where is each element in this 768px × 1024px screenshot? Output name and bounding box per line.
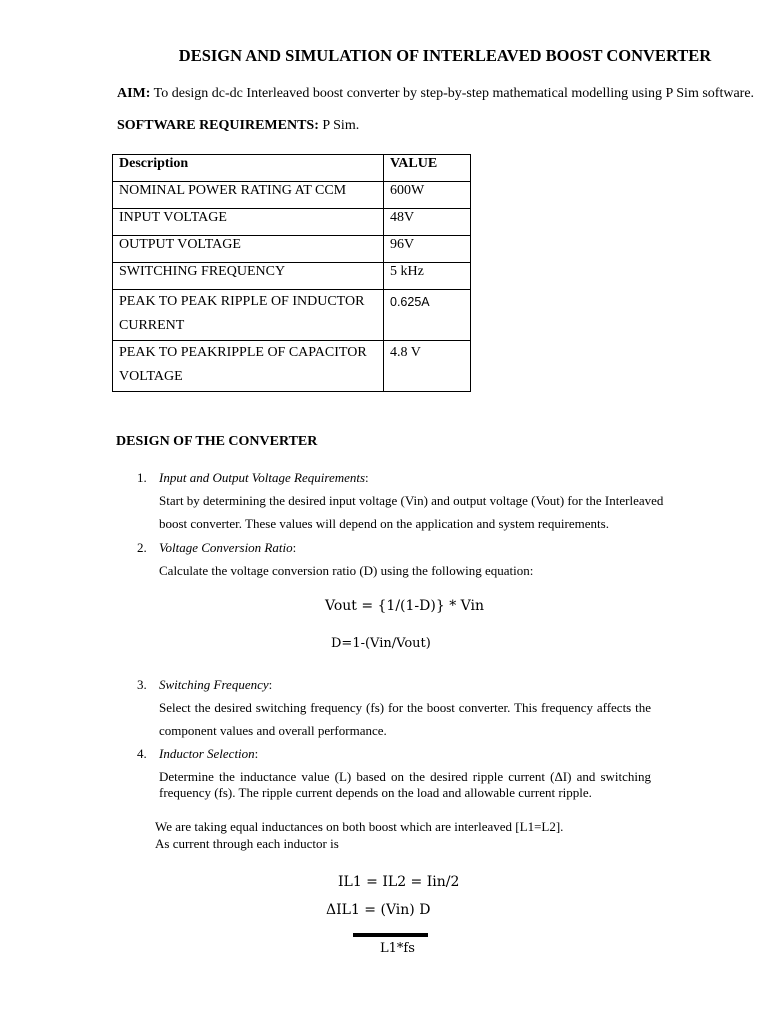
step-line: Start by determining the desired input voltage (Vin) and output voltage (Vout) for the Interleaved bbox=[159, 493, 664, 508]
table-row bbox=[113, 263, 471, 290]
row-value: 48V bbox=[384, 209, 471, 236]
header-value: VALUE bbox=[384, 155, 471, 182]
equation-duty: D=1-(Vin/Vout) bbox=[331, 636, 431, 651]
software-label: SOFTWARE REQUIREMENTS: bbox=[117, 118, 319, 133]
step-title bbox=[159, 470, 369, 486]
note-line: We are taking equal inductances on both boost which are interleaved [L1=L2]. bbox=[155, 819, 564, 834]
equation-denominator: L1*fs bbox=[380, 941, 415, 956]
step-title-suffix: : bbox=[254, 746, 259, 761]
row-value: 5 kHz bbox=[384, 263, 471, 290]
step-title-suffix: : bbox=[268, 677, 273, 692]
note-line: As current through each inductor is bbox=[155, 836, 339, 851]
aim-label: AIM: bbox=[117, 86, 151, 101]
row-description: OUTPUT VOLTAGE bbox=[113, 236, 384, 263]
row-value: 96V bbox=[384, 236, 471, 263]
table-row bbox=[113, 236, 471, 263]
table-row bbox=[113, 182, 471, 209]
step-line: Select the desired switching frequency (fs) for the boost converter. This frequency affects the bbox=[159, 700, 651, 715]
step-line: Calculate the voltage conversion ratio (D) using the following equation: bbox=[159, 563, 534, 578]
software-text: P Sim. bbox=[318, 118, 360, 133]
row-description: PEAK TO PEAK RIPPLE OF INDUCTOR CURRENT bbox=[113, 290, 384, 341]
table-row bbox=[113, 290, 471, 341]
aim-paragraph bbox=[117, 86, 754, 102]
fraction-bar bbox=[353, 933, 428, 937]
step-title bbox=[159, 746, 258, 762]
step-title bbox=[159, 677, 272, 693]
row-description: SWITCHING FREQUENCY bbox=[113, 263, 384, 290]
step-title-suffix: : bbox=[292, 540, 297, 555]
row-value: 600W bbox=[384, 182, 471, 209]
step-title bbox=[159, 540, 296, 556]
step-title-text: Switching Frequency bbox=[159, 677, 269, 692]
step-number: 1. bbox=[137, 470, 147, 485]
step-line: boost converter. These values will depend on the application and system requirements. bbox=[159, 516, 609, 531]
step-title-text: Voltage Conversion Ratio bbox=[159, 540, 293, 555]
header-description: Description bbox=[113, 155, 384, 182]
document-title: DESIGN AND SIMULATION OF INTERLEAVED BOOST CONVERTER bbox=[178, 46, 712, 65]
equation-delta-il: ΔIL1 = (Vin) D bbox=[326, 902, 431, 918]
aim-text: To design dc-dc Interleaved boost converter by step-by-step mathematical modelling using P Sim software. bbox=[150, 86, 755, 101]
table-row bbox=[113, 341, 471, 392]
software-requirements bbox=[117, 118, 359, 134]
step-number: 2. bbox=[137, 540, 147, 555]
row-value: 4.8 V bbox=[384, 341, 471, 392]
step-title-text: Input and Output Voltage Requirements bbox=[159, 470, 366, 485]
table-header-row bbox=[113, 155, 471, 182]
row-value: 0.625A bbox=[384, 290, 471, 341]
equation-vout: Vout = {1/(1-D)} * Vin bbox=[325, 598, 485, 614]
step-number: 3. bbox=[137, 677, 147, 692]
step-line: frequency (fs). The ripple current depends on the load and allowable current ripple. bbox=[159, 785, 592, 800]
design-heading: DESIGN OF THE CONVERTER bbox=[116, 434, 318, 449]
table-row bbox=[113, 209, 471, 236]
step-title-text: Inductor Selection bbox=[159, 746, 255, 761]
step-line: Determine the inductance value (L) based on the desired ripple current (ΔI) and switching bbox=[159, 769, 651, 784]
equation-il: IL1 = IL2 = Iin/2 bbox=[338, 874, 460, 890]
step-line: component values and overall performance. bbox=[159, 723, 387, 738]
row-description: INPUT VOLTAGE bbox=[113, 209, 384, 236]
step-number: 4. bbox=[137, 746, 147, 761]
row-description: PEAK TO PEAKRIPPLE OF CAPACITOR VOLTAGE bbox=[113, 341, 384, 392]
step-title-suffix: : bbox=[365, 470, 369, 485]
specification-table bbox=[112, 154, 471, 392]
row-description: NOMINAL POWER RATING AT CCM bbox=[113, 182, 384, 209]
